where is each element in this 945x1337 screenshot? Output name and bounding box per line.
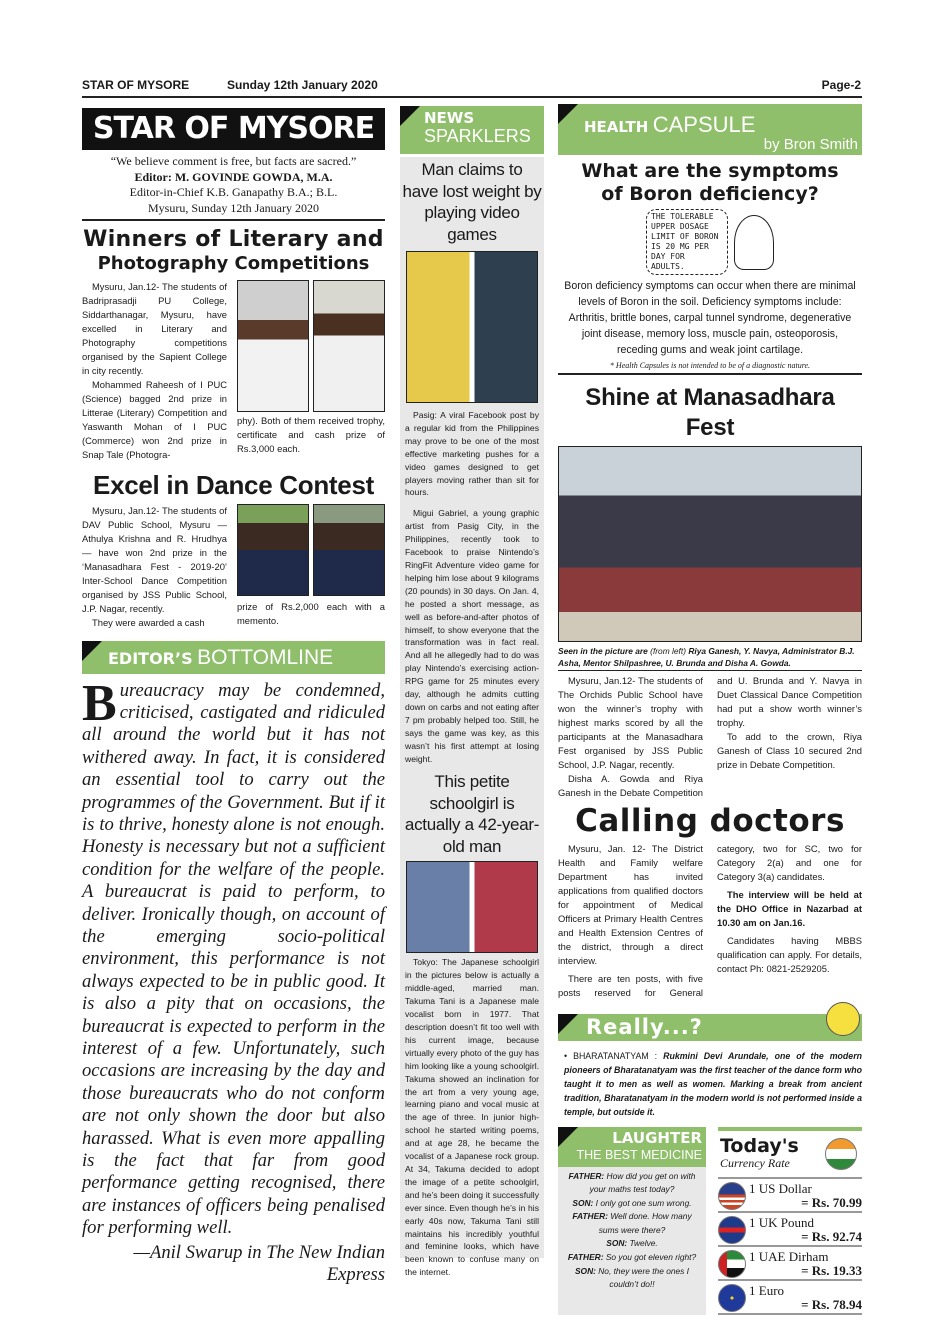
masthead-logo: STAR OF MYSORE [82,108,385,150]
byline: by Bron Smith [763,136,858,153]
doctors-headline: Calling doctors [575,802,845,839]
doctors-para: There are ten posts, with five posts reserved for General category, two for SC, two for Category 2(a) and one for Category 3(a) candidates. [558,842,862,998]
fest-para: To add to the crown, Riya Ganesh of Class 10 secured 2nd prize in Debate Competition. [717,730,862,770]
sparkler-para: Migui Gabriel, a young graphic artist from Pasig City, in the Philippines, recently took to Facebook to praise Nintendo’s RingFit Adventure video game for helping him lose about 9 kilograms (20 pounds) in 30 days. On Jan. 4, he posted a short message, as well as before-and-after photos of himself, to show everyone that the transformation was in fact real. And all he allegedly had to do was play Nintendo’s exercising action-RPG game for 25 minutes every day, although he admits cutting down on carbs and not eating after 7 pm probably helped too. Still, he says the game was key, as this wasn’t his first attempt at losing weight. [405,508,539,764]
issue-date: Sunday 12th January 2020 [227,78,378,92]
header-rule [82,96,862,98]
currency-name: 1 US Dollar [749,1180,812,1196]
health-headline: What are the symptoms [581,160,839,182]
corner-mark [558,1127,578,1147]
banner-label: HEALTH [584,118,649,136]
uae-flag-icon [718,1250,746,1278]
joke-text: I only got one sum wrong. [595,1197,692,1208]
boron-cartoon [558,211,862,273]
joke-text: So you got eleven right? [605,1252,697,1263]
fest-group-photo [558,446,862,642]
dancer-photo [237,504,309,596]
masthead-tagline: “We believe comment is free, but facts are sacred.” [110,154,357,168]
currency-value: = Rs. 70.99 [801,1194,862,1210]
masthead-editor: Editor: M. GOVINDE GOWDA, M.A. [134,169,333,184]
paper-name: STAR OF MYSORE [82,78,190,92]
dance-headline: Excel in Dance Contest [93,469,374,500]
lightbulb-icon [826,1002,860,1036]
health-body: Boron deficiency symptoms can occur when there are minimal levels of Boron in the soil. Deficiency symptoms include: Arthritis, brittle bones, carpal tunnel syndrome, degenerative joint disease, memory loss, muscle pain, osteoporosis, receding gums and weak joint cartilage. [564,280,856,356]
caption-text: (from left) [650,645,686,656]
sparkler-para: Tokyo: The Japanese schoolgirl in the pictures below is actually a middle-aged, married man. Takuma Tani is a Japanese male vocalist born in 1977. That description doesn’t fit too well with his current image, because virtually every photo of the guy has him looking like a young schoolgirl. Takuma showed an inclination for the art from a very young age, learning piano and vocal music at the age of three. In junior high-school he started writing poems, and at age 28, he became the vocalist of a Japanese rock group. At 34, Takuma decided to adopt the image of a petite schoolgirl, and he’s been doing it successfully ever since. Even though he’s in his early 40s now, Takuma Tani still maintains his incredibly youthful and feminine looks, which have been known to confuse many on the internet. [405,957,539,1278]
currency-name: 1 UK Pound [749,1214,815,1230]
really-text [558,1049,862,1119]
joke-line [562,1237,702,1251]
really-body: Rukmini Devi Arundale, one of the modern pioneers of Bharatanatyam was the first teacher of the dance form who taught it to men as well as women. Marking a break from ancient tradition, Bharatanatyam in the modern world is not performed inside a temple, but outside it. [564,1050,862,1117]
joke-text: Well done. How many sums were there? [598,1211,692,1235]
india-flag-icon [825,1138,857,1170]
sparkler-headline: Man claims to have lost weight by playing video games [402,160,542,244]
editors-bottomline-banner [82,641,385,674]
health-headline: of Boron deficiency? [601,183,819,205]
caption-text: Riya Ganesh, Y. Navya, Administrator B.J. Asha, Mentor Shilpashree, U. Brunda and Disha A. Gowda. [558,645,855,668]
joke-line [562,1251,702,1265]
banner-label: LAUGHTER [612,1128,702,1147]
editorial-body: ureaucracy may be condemned, criticised, castigated and ridiculed all around the world but it has not withered away. In fact, it is considered an essential tool to carry out the programmes of the Government. But if it is to thrive, honesty alone is not enough. Honesty is necessary but not a sufficient condition for the welfare of the people. A bureaucrat is paid to perform, to deliver. Ironically though, on account of the emerging socio-political environment, this performance is not always expected to be in public good. It is also a pity that on occasions, the bureaucrat is expected to perform in the interest of a few. Unfortunately, such occasions are increasing by the day and those bureaucrats who do not conform are not only shown the door but also harassed. What is even more appalling is the fact that far from good performance getting recognised, there are instances of officers being penalised for performing well. [82,679,385,1239]
currency-name: 1 UAE Dirham [749,1248,829,1264]
currency-name: 1 Euro [749,1282,785,1298]
currency-value: = Rs. 78.94 [801,1296,862,1312]
banner-label: THE BEST MEDICINE [576,1147,702,1162]
currency-row [718,1245,862,1279]
caption-text: Seen in the picture are [558,645,648,656]
corner-mark [400,106,420,126]
banner-label: CAPSULE [652,112,756,137]
joke-text: Twelve. [629,1238,658,1249]
currency-value: = Rs. 92.74 [801,1228,862,1244]
corner-mark [558,1014,578,1034]
winner-photo [237,280,309,412]
doctors-para: Mysuru, Jan. 12- The District Health and Family welfare Department has invited applications from qualified doctors for appointment of Medical Officers at Primary Health Centres and Health Extension Centres of the district, through a direct interview. [558,842,703,966]
schoolgirl-photo [406,861,538,953]
fest-headline: Shine at Manasadhara Fest [585,383,835,441]
banner-label: Really...? [586,1014,703,1039]
us-flag-icon [718,1182,746,1210]
masthead-dateline: Mysuru, Sunday 12th January 2020 [148,200,319,215]
banner-label: EDITOR’S [108,648,193,668]
winners-para: Mohammed Raheesh of I PUC (Science) bagged 2nd prize in Litterae (Literary) Competition and Yaswanth Mohan of I PUC (Commerce) won 2nd prize in Snap Tale (Photogra- [82,378,227,460]
cartoon-speech-bubble: THE TOLERABLE UPPER DOSAGE LIMIT OF BORON IS 20 MG PER DAY FOR ADULTS. [646,209,728,275]
banner-label: BOTTOMLINE [197,645,334,669]
joke-speaker: SON: [574,1265,596,1276]
doctors-para: The interview will be held at the DHO Office in Nazarbad at 10.30 am on Jan.16. [717,888,862,928]
fest-caption [558,645,862,671]
currency-row [718,1177,862,1211]
currency-row [718,1279,862,1313]
currency-value: = Rs. 19.33 [801,1262,862,1278]
masthead-chief: Editor-in-Chief K.B. Ganapathy B.A.; B.L. [129,185,338,199]
joke-text: No, they were the ones I couldn’t do!! [598,1265,690,1290]
winners-para: Mysuru, Jan.12- The students of Badriprasadji PU College, Siddarthanagar, Mysuru, have excelled in Literary and Photography competitions organised by the Sapient College in city recently. [82,280,227,376]
laughter-box [558,1127,706,1315]
really-banner [558,1014,862,1041]
joke-speaker: SON: [572,1197,594,1208]
uk-flag-icon [718,1216,746,1244]
joke-speaker: FATHER: [568,1170,605,1181]
currency-row [718,1211,862,1245]
currency-title: Today's [720,1135,799,1157]
winners-headline-2: Photography Competitions [97,252,370,274]
dance-para: They were awarded a cash [92,616,205,628]
health-capsule-banner [558,104,862,155]
fest-para: Mysuru, Jan.12- The students of The Orchids Public School have won the winner’s trophy with highest marks scored by all the participants at the Manasadhara Fest organised by JSS Public School, J.P. Nagar, recently. [558,674,703,770]
joke-speaker: FATHER: [567,1252,604,1263]
currency-box [718,1127,862,1315]
divider [82,219,385,221]
editorial-text [82,674,385,1287]
dancer-photo [313,504,385,596]
sparkler-headline: This petite schoolgirl is actually a 42-year-old man [404,772,540,856]
currency-subtitle: Currency Rate [720,1156,790,1170]
joke-line [562,1197,702,1211]
corner-mark [558,104,578,124]
joke-line [562,1170,702,1197]
eu-flag-icon [718,1284,746,1312]
banner-label: SPARKLERS [424,126,531,146]
page-number: Page-2 [821,78,861,92]
news-sparklers-column [400,106,544,1278]
winners-headline: Winners of Literary and [83,226,384,252]
banner-label: NEWS [424,109,475,127]
sparkler-para: Pasig: A viral Facebook post by a regular kid from the Philippines may prove to be one of the most effective marketing pushes for a video games designed to get players moving rather than sit for hours. [405,410,539,498]
cartoon-character-icon [734,215,774,270]
joke-speaker: SON: [606,1238,628,1249]
joke-speaker: FATHER: [572,1211,609,1222]
health-note: * Health Capsules is not intended to be of a diagnostic nature. [609,361,811,370]
corner-mark [82,641,102,661]
joke-line [562,1210,702,1237]
joke-line [562,1265,702,1292]
really-topic: • BHARATANATYAM : [564,1050,658,1061]
dance-para: Mysuru, Jan.12- The students of DAV Public School, Mysuru — Athulya Krishna and R. Hrudhya — have won 2nd prize in the ‘Manasadhara Fest - 2019-20’ Inter-School Dance Competition organised by JSS Public School, J.P. Nagar, recently. [82,504,227,614]
doctors-para: Candidates having MBBS qualification can apply. For details, contact Ph: 0821-2529205. [717,934,862,974]
winner-photo [313,280,385,412]
winners-para: phy). Both of them received trophy, certificate and cash prize of Rs.3,000 each. [237,414,385,454]
dance-para: prize of Rs.2,000 each with a memento. [237,600,385,626]
drop-cap: B [82,674,117,732]
editorial-credit: —Anil Swarup in The New Indian Express [133,1241,385,1286]
fest-para: Disha A. Gowda and Riya Ganesh in the Debate Competition and U. Brunda and Y. Navya in Duet Classical Dance Competition had put a show worth winner’s trophy. [558,674,862,798]
gamer-photo [406,251,538,403]
joke-text: How did you get on with your maths test today? [589,1170,696,1195]
